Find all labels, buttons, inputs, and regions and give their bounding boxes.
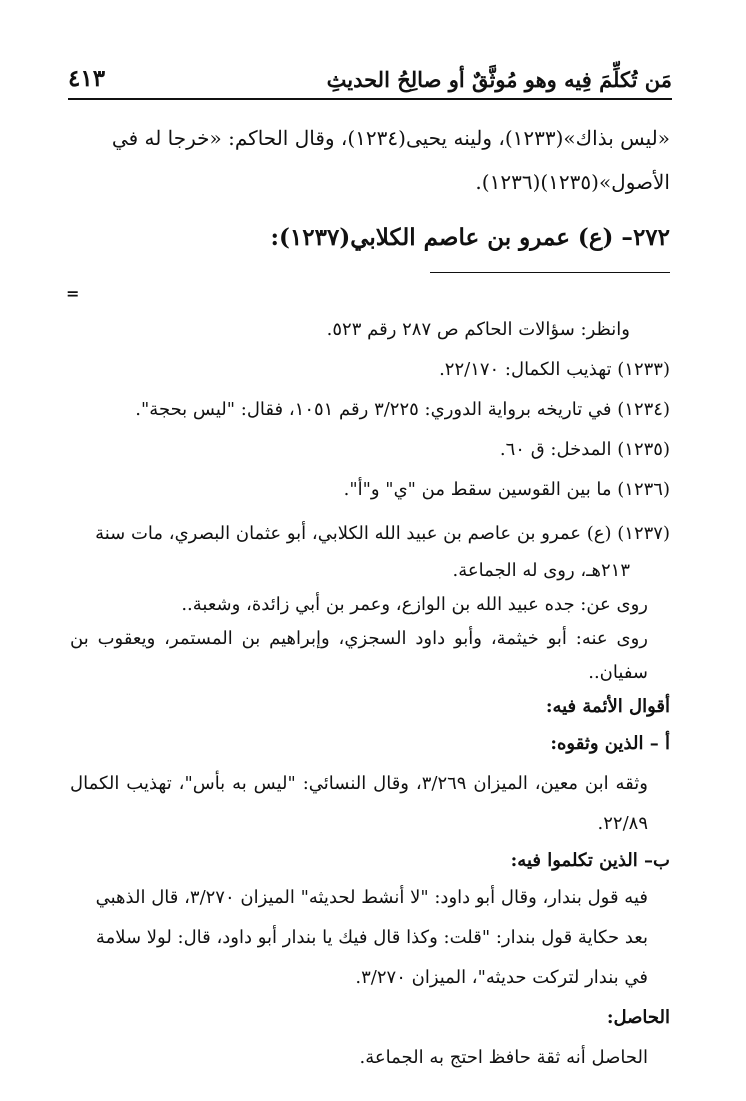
section-a-heading: أ – الذين وثقوه:	[550, 733, 670, 754]
separator-line	[430, 272, 670, 273]
narrated-by: روى عنه: أبو خيثمة، وأبو داود السجزي، وإبراهيم بن المستمر، ويعقوب بن سفيان..	[70, 628, 648, 683]
footnote-1237-line-1: (١٢٣٧) (ع) عمرو بن عاصم بن عبيد الله الكلابي، أبو عثمان البصري، مات سنة	[95, 523, 670, 544]
section-b-line-1: فيه قول بندار، وقال أبو داود: "لا أنشط لحديثه" الميزان ٣/٢٧٠، قال الذهبي	[95, 887, 648, 908]
footnotes	[70, 310, 670, 1078]
narrated-from: روى عن: جده عبيد الله بن الوازع، وعمر بن أبي زائدة، وشعبة..	[181, 594, 648, 615]
conclusion-text: الحاصل أنه ثقة حافظ احتج به الجماعة.	[359, 1047, 648, 1068]
conclusion-heading: الحاصل:	[606, 1007, 670, 1028]
entry-heading: ٢٧٢– (ع) عمرو بن عاصم الكلابي(١٢٣٧):	[270, 224, 670, 251]
main-text	[66, 116, 670, 262]
page-number: ٤١٣	[68, 65, 106, 92]
footnote-1237-line-2: ٢١٣هـ، روى له الجماعة.	[452, 560, 630, 581]
paragraph-line-2: الأصول»(١٢٣٥)(١٢٣٦).	[475, 170, 670, 194]
footnote-continuation: وانظر: سؤالات الحاكم ص ٢٨٧ رقم ٥٢٣.	[326, 319, 630, 340]
footnote-1235: (١٢٣٥) المدخل: ق ٦٠.	[499, 439, 670, 460]
section-b-line-3: في بندار لتركت حديثه"، الميزان ٣/٢٧٠.	[355, 967, 648, 988]
footnote-1234: (١٢٣٤) في تاريخه برواية الدوري: ٣/٢٢٥ رقم ١٠٥١، فقال: "ليس بحجة".	[135, 399, 670, 420]
footnote-1233: (١٢٣٣) تهذيب الكمال: ٢٢/١٧٠.	[439, 359, 670, 380]
paragraph-line-1: «ليس بذاك»(١٢٣٣)، ولينه يحيى(١٢٣٤)، وقال الحاكم: «خرجا له في	[111, 126, 670, 150]
continuation-mark: =	[66, 284, 80, 303]
running-title: مَن تُكلِّمَ فِيه وهو مُوثَّقٌ أو صالِحُ الحديثِ	[326, 67, 672, 92]
footnote-1236: (١٢٣٦) ما بين القوسين سقط من "ي" و"أ".	[343, 479, 670, 500]
imams-sayings-heading: أقوال الأئمة فيه:	[545, 696, 670, 717]
section-b-line-2: بعد حكاية قول بندار: "قلت: وكذا قال فيك يا بندار أبو داود، قال: لولا سلامة	[95, 927, 648, 948]
section-b-heading: ب– الذين تكلموا فيه:	[510, 850, 670, 871]
section-a-text: وثقه ابن معين، الميزان ٣/٢٦٩، وقال النسائي: "ليس به بأس"، تهذيب الكمال ٢٢/٨٩.	[70, 773, 648, 834]
page-header	[68, 56, 672, 100]
footnote-separator	[430, 272, 670, 273]
